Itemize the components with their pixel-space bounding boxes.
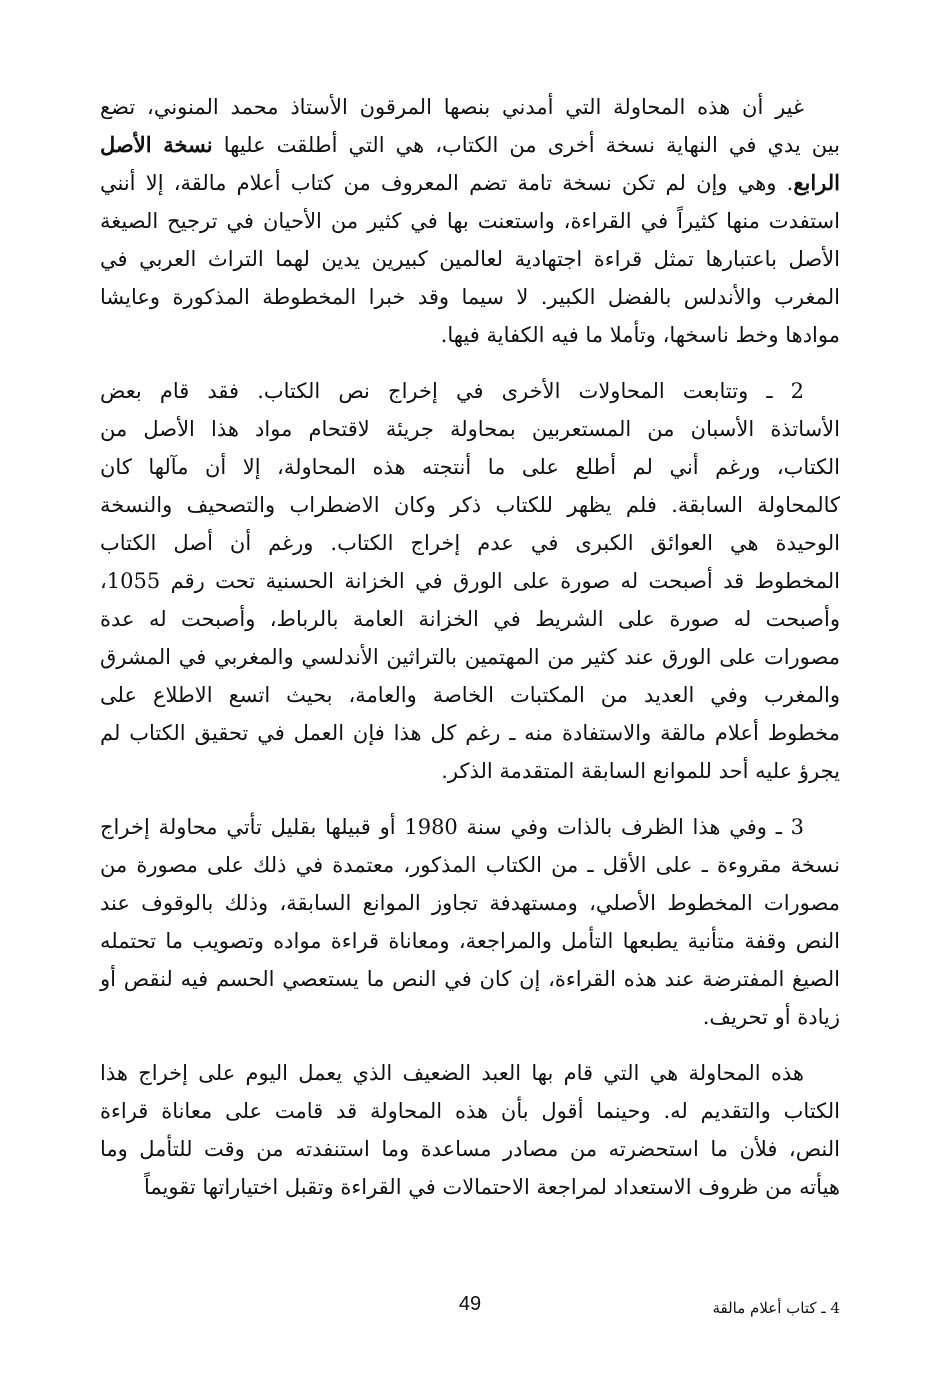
text-line: وأصبحت له صورة على الشريط في الخزانة العامة بالرباط، وأصبحت له عدة <box>100 607 840 631</box>
text-line: هيأته من ظروف الاستعداد لمراجعة الاحتمالات في القراءة وتقبل اختياراتها تقويماً <box>144 1175 840 1199</box>
running-book-title: 4 ـ كتاب أعلام مالقة <box>712 1299 840 1317</box>
text-line <box>100 126 840 164</box>
paragraph <box>100 372 840 790</box>
text-line: استفدت منها كثيراً في القراءة، واستعنت بها في كثير من الأحيان في ترجيح الصيغة <box>100 209 840 233</box>
text-line: مخطوط أعلام مالقة والاستفادة منه ـ رغم كل هذا فإن العمل في تحقيق الكتاب لم <box>100 721 840 745</box>
text-line: الوحيدة هي العوائق الكبرى في عدم إخراج الكتاب. ورغم أن أصل الكتاب <box>100 531 840 555</box>
text-line: هذه المحاولة هي التي قام بها العبد الضعيف الذي يعمل اليوم على إخراج هذا <box>100 1061 804 1085</box>
text-line: نسخة مقروءة ـ على الأقل ـ من الكتاب المذكور، معتمدة في ذلك على مصورة من <box>100 853 840 877</box>
text-line: الأصل باعتبارها تمثل قراءة اجتهادية لعالمين كبيرين يدين لهما التراث العربي في <box>100 247 840 271</box>
text-line: الكتاب، ورغم أني لم أطلع على ما أنتجته هذه المحاولة، إلا أن مآلها كان <box>100 455 840 479</box>
paragraph <box>100 88 840 354</box>
text-line: الصيغ المفترضة عند هذه القراءة، إن كان في النص ما يستعصي الحسم فيه لنقص أو <box>100 967 840 991</box>
text-segment: . وهي وإن لم تكن نسخة تامة تضم المعروف من كتاب أعلام مالقة، إلا أنني <box>100 171 794 195</box>
bold-term: نسخة الأصل <box>100 132 213 157</box>
text-line: الكتاب والتقديم له. وحينما أقول بأن هذه المحاولة قد قامت على معاناة قراءة <box>100 1099 840 1123</box>
text-line: مصورات المخطوط الأصلي، ومستهدفة تجاوز الموانع السابقة، وذلك بالوقوف عند <box>100 891 840 915</box>
text-line: النص، فلأن ما استحضرته من مصادر مساعدة وما استنفدته من وقت للتأمل وما <box>100 1137 840 1161</box>
text-line <box>100 164 840 202</box>
paragraph <box>100 1054 840 1206</box>
bold-term: الرابع <box>793 170 840 195</box>
text-line: 3 ـ وفي هذا الظرف بالذات وفي سنة 1980 أو قبيلها بقليل تأتي محاولة إخراج <box>100 815 804 839</box>
text-segment: بين يدي في النهاية نسخة أخرى من الكتاب، هي التي أطلقت عليها <box>223 133 840 157</box>
text-line: زيادة أو تحريف. <box>702 1005 840 1029</box>
paragraph <box>100 808 840 1036</box>
text-line: المخطوط قد أصبحت له صورة على الورق في الخزانة الحسنية تحت رقم 1055، <box>100 569 840 593</box>
text-line: مصورات على الورق عند كثير من المهتمين بالتراثين الأندلسي والمغربي في المشرق <box>100 645 840 669</box>
text-line: 2 ـ وتتابعت المحاولات الأخرى في إخراج نص الكتاب. فقد قام بعض <box>100 379 804 403</box>
text-line: الأساتذة الأسبان من المستعربين بمحاولة جريئة لاقتحام مواد هذا الأصل من <box>100 417 840 441</box>
text-line: يجرؤ عليه أحد للموانع السابقة المتقدمة الذكر. <box>441 759 840 783</box>
text-line: والمغرب وفي العديد من المكتبات الخاصة والعامة، بحيث اتسع الاطلاع على <box>100 683 840 707</box>
text-line: النص وقفة متأنية يطبعها التأمل والمراجعة، ومعاناة قراءة مواده وتصويب ما تحتمله <box>100 929 840 953</box>
text-line: المغرب والأندلس بالفضل الكبير. لا سيما وقد خبرا المخطوطة المذكورة وعايشا <box>100 285 840 309</box>
page-body <box>100 88 840 1224</box>
text-line: كالمحاولة السابقة. فلم يظهر للكتاب ذكر وكان الاضطراب والتصحيف والنسخة <box>100 493 840 517</box>
text-line: موادها وخط ناسخها، وتأملا ما فيه الكفاية فيها. <box>440 323 840 347</box>
text-line: غير أن هذه المحاولة التي أمدني بنصها المرقون الأستاذ محمد المنوني، تضع <box>100 95 804 119</box>
page-number: 49 <box>458 1293 482 1315</box>
